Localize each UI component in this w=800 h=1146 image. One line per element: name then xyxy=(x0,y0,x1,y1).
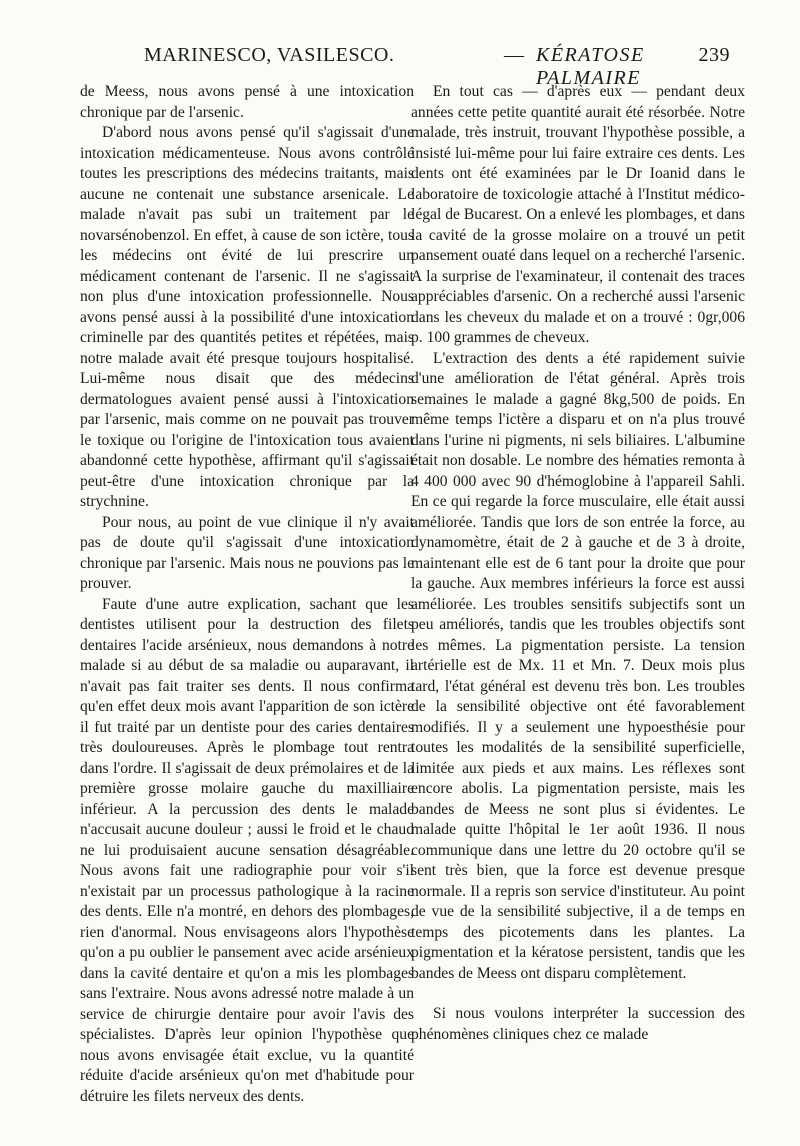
paragraph: En tout cas — d'après eux — pendant deux années cette petite quantité aurait été résorbée. Notre malade, très instruit, trouvant l'hypothèse possible, a insisté lui-même pour lui faire extraire ces dents. Les dents ont été examinées par le Dr Ioanid dans le laboratoire de toxicologie attaché à l'Institut médico-légal de Bucarest. On a enlevé les plombages, et dans la cavité de la grosse molaire on a trouvé un petit pansement ouaté dans lequel on a recherché l'arsenic. A la surprise de l'examinateur, il contenait des traces appréciables d'arsenic. On a recherché aussi l'arsenic dans les cheveux du malade et on a trouvé : 0gr,006 p. 100 grammes de cheveux. xyxy=(411,83,745,346)
paragraph: Pour nous, au point de vue clinique il n'y avait pas de doute qu'il s'agissait d'une intoxication chronique par l'arsenic. Mais nous ne pouvions pas le prouver. xyxy=(80,513,414,592)
right-column xyxy=(411,82,745,1045)
header-separator: — xyxy=(504,44,525,66)
left-column xyxy=(80,82,414,1107)
running-header xyxy=(100,44,730,89)
page-number: 239 xyxy=(698,44,730,66)
paragraph: de Meess, nous avons pensé à une intoxication chronique par de l'arsenic. xyxy=(80,83,414,121)
paragraph: Faute d'une autre explication, sachant que les dentistes utilisent pour la destruction des filets dentaires l'acide arsénieux, nous demandons à notre malade si au début de sa maladie ou auparavant, il n'avait pas fait traiter ses dents. Il nous confirma qu'en effet deux mois avant l'apparition de son ictère il fut traité par un dentiste pour des caries dentaires très douloureuses. Après le plombage tout rentra dans l'ordre. Il s'agissait de deux prémolaires et de la première grosse molaire gauche du maxilliaire inférieur. A la percussion des dents le malade n'accusait aucune douleur ; aussi le froid et le chaud ne lui produisaient aucune sensation désagréable. Nous avons fait une radiographie pour voir s'il n'existait par un processus pathologique à la racine des dents. Elle n'a montré, en dehors des plombages, rien d'anormal. Nous envisageons alors l'hypothèse qu'on a pu oublier le pansement avec acide arsénieux dans la cavité dentaire et qu'on a mis les plombages sans l'extraire. Nous avons adressé notre malade à un service de chirurgie dentaire pour avoir l'avis des spécialistes. D'après leur opinion l'hypothèse que nous avons envisagée était exclue, vu la quantité réduite d'acide arsénieux qu'on met d'habitude pour détruire les filets nerveux des dents. xyxy=(80,595,414,1105)
paragraph: D'abord nous avons pensé qu'il s'agissait d'une intoxication médicamenteuse. Nous avons contrôlé toutes les prescriptions des médecins traitants, mais aucune ne contenait une substance arsenicale. Le malade n'avait pas subi un traitement par le novarsénobenzol. En effet, à cause de son ictère, tous les médecins ont évité de lui prescrire un médicament contenant de l'arsenic. Il ne s'agissait non plus d'une intoxication professionnelle. Nous avons pensé aussi à la possibilité d'une intoxication criminelle par des quantités petites et répétées, mais notre malade avait été presque toujours hospitalisé. Lui-même nous disait que des médecins dermatologues avaient pensé aussi à l'intoxication par l'arsenic, mais comme on ne pouvait pas trouver le toxique ou l'origine de l'intoxication tous avaient abandonné cette hypothèse, affirmant qu'il s'agissait peut-être d'une intoxication chronique par la strychnine. xyxy=(80,124,414,510)
header-title: KÉRATOSE PALMAIRE xyxy=(536,44,645,89)
header-authors: MARINESCO, VASILESCO. xyxy=(144,44,395,66)
paragraph: Si nous voulons interpréter la succession des phénomènes cliniques chez ce malade xyxy=(411,1005,745,1043)
paragraph: L'extraction des dents a été rapidement suivie d'une amélioration de l'état général. Après trois semaines le malade a gagné 8kg,500 de poids. En même temps l'ictère a disparu et on n'a plus trouvé dans l'urine ni pigments, ni sels biliaires. L'albumine était non dosable. Le nombre des hématies remonta à 4 400 000 avec 90 d'hémoglobine à l'appareil Sahli. En ce qui regarde la force musculaire, elle était aussi améliorée. Tandis que lors de son entrée la force, au dynamomètre, était de 2 à gauche et de 3 à droite, maintenant elle est de 6 tant pour la droite que pour la gauche. Aux membres inférieurs la force est aussi améliorée. Les troubles sensitifs subjectifs sont un peu améliorés, tandis que les troubles objectifs sont les mêmes. La pigmentation persiste. La tension artérielle est de Mx. 11 et Mn. 7. Deux mois plus tard, l'état général est devenu très bon. Les troubles de la sensibilité objective ont été favorablement modifiés. Il y a seulement une hypoesthésie pour toutes les modalités de la sensibilité superficielle, limitée aux pieds et aux mains. Les réflexes sont encore abolis. La pigmentation persiste, mais les bandes de Meess ne sont plus si évidentes. Le malade quitte l'hôpital le 1er août 1936. Il nous communique dans une lettre du 20 octobre qu'il se sent très bien, que la force est devenue presque normale. Il a repris son service d'instituteur. Au point de vue de la sensibilité subjective, il a de temps en temps des picotements dans les plantes. La pigmentation et la kératose persistent, tandis que les bandes de Meess ont disparu complètement. xyxy=(411,349,745,982)
